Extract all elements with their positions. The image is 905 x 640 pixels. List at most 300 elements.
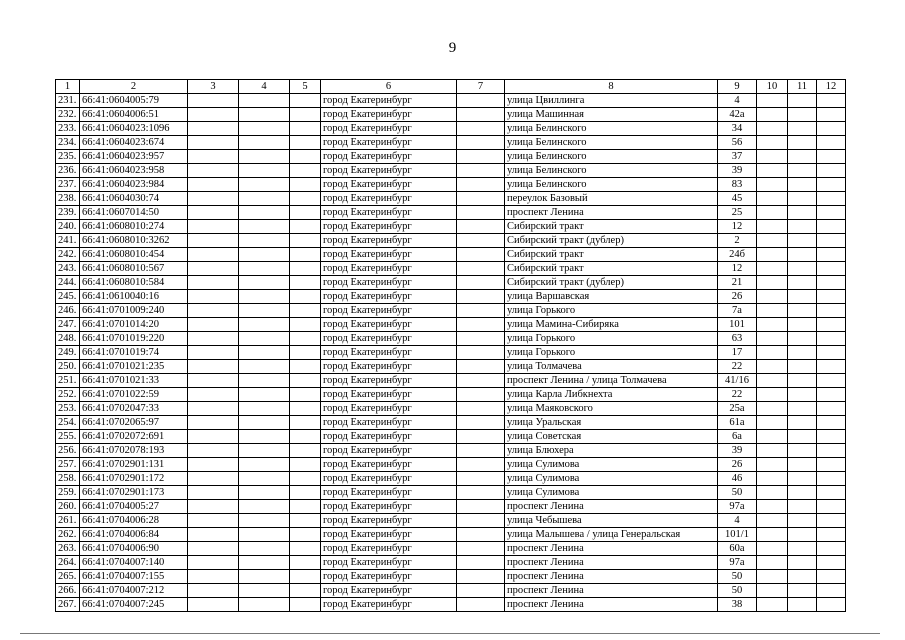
empty-cell xyxy=(757,514,788,528)
house-number-cell: 2 xyxy=(718,234,757,248)
empty-cell xyxy=(239,374,290,388)
empty-cell xyxy=(457,206,505,220)
table-row xyxy=(56,416,846,430)
empty-cell xyxy=(290,150,321,164)
table-row xyxy=(56,136,846,150)
empty-cell xyxy=(757,304,788,318)
empty-cell xyxy=(457,556,505,570)
empty-cell xyxy=(817,122,846,136)
empty-cell xyxy=(757,402,788,416)
empty-cell xyxy=(290,108,321,122)
empty-cell xyxy=(817,262,846,276)
city-cell: город Екатеринбург xyxy=(321,472,457,486)
empty-cell xyxy=(757,360,788,374)
empty-cell xyxy=(457,248,505,262)
house-number-cell: 50 xyxy=(718,584,757,598)
city-cell: город Екатеринбург xyxy=(321,136,457,150)
cadastral-number-cell: 66:41:0701022:59 xyxy=(80,388,188,402)
row-number-cell: 256. xyxy=(56,444,80,458)
city-cell: город Екатеринбург xyxy=(321,248,457,262)
row-number-cell: 241. xyxy=(56,234,80,248)
empty-cell xyxy=(757,570,788,584)
city-cell: город Екатеринбург xyxy=(321,122,457,136)
empty-cell xyxy=(457,542,505,556)
cadastral-number-cell: 66:41:0608010:3262 xyxy=(80,234,188,248)
empty-cell xyxy=(457,192,505,206)
empty-cell xyxy=(788,94,817,108)
empty-cell xyxy=(457,486,505,500)
empty-cell xyxy=(817,598,846,612)
empty-cell xyxy=(239,304,290,318)
empty-cell xyxy=(457,472,505,486)
empty-cell xyxy=(188,220,239,234)
street-cell: улица Уральская xyxy=(505,416,718,430)
empty-cell xyxy=(817,374,846,388)
city-cell: город Екатеринбург xyxy=(321,416,457,430)
empty-cell xyxy=(188,234,239,248)
empty-cell xyxy=(788,528,817,542)
empty-cell xyxy=(817,164,846,178)
column-header: 8 xyxy=(505,80,718,94)
empty-cell xyxy=(817,332,846,346)
empty-cell xyxy=(757,276,788,290)
street-cell: проспект Ленина xyxy=(505,206,718,220)
table-row xyxy=(56,570,846,584)
house-number-cell: 83 xyxy=(718,178,757,192)
house-number-cell: 25а xyxy=(718,402,757,416)
empty-cell xyxy=(188,248,239,262)
city-cell: город Екатеринбург xyxy=(321,528,457,542)
cadastral-number-cell: 66:41:0702078:193 xyxy=(80,444,188,458)
empty-cell xyxy=(788,164,817,178)
table-row xyxy=(56,122,846,136)
empty-cell xyxy=(457,500,505,514)
cadastral-number-cell: 66:41:0704007:212 xyxy=(80,584,188,598)
row-number-cell: 258. xyxy=(56,472,80,486)
cadastral-number-cell: 66:41:0608010:274 xyxy=(80,220,188,234)
street-cell: улица Блюхера xyxy=(505,444,718,458)
row-number-cell: 253. xyxy=(56,402,80,416)
street-cell: проспект Ленина xyxy=(505,500,718,514)
empty-cell xyxy=(188,164,239,178)
table-row xyxy=(56,458,846,472)
street-cell: проспект Ленина xyxy=(505,598,718,612)
empty-cell xyxy=(817,178,846,192)
street-cell: проспект Ленина xyxy=(505,556,718,570)
street-cell: проспект Ленина xyxy=(505,542,718,556)
empty-cell xyxy=(457,234,505,248)
row-number-cell: 265. xyxy=(56,570,80,584)
empty-cell xyxy=(188,318,239,332)
empty-cell xyxy=(757,332,788,346)
empty-cell xyxy=(457,416,505,430)
empty-cell xyxy=(290,570,321,584)
empty-cell xyxy=(239,514,290,528)
empty-cell xyxy=(239,178,290,192)
table-row xyxy=(56,220,846,234)
street-cell: улица Белинского xyxy=(505,164,718,178)
empty-cell xyxy=(290,584,321,598)
house-number-cell: 97а xyxy=(718,556,757,570)
empty-cell xyxy=(457,584,505,598)
empty-cell xyxy=(788,556,817,570)
column-header: 12 xyxy=(817,80,846,94)
house-number-cell: 97а xyxy=(718,500,757,514)
empty-cell xyxy=(457,122,505,136)
registry-body xyxy=(56,94,846,612)
house-number-cell: 101 xyxy=(718,318,757,332)
empty-cell xyxy=(788,262,817,276)
empty-cell xyxy=(457,304,505,318)
table-row xyxy=(56,388,846,402)
cadastral-number-cell: 66:41:0702047:33 xyxy=(80,402,188,416)
page-bottom-border xyxy=(20,633,880,634)
empty-cell xyxy=(188,374,239,388)
empty-cell xyxy=(188,304,239,318)
empty-cell xyxy=(290,276,321,290)
empty-cell xyxy=(817,346,846,360)
empty-cell xyxy=(188,458,239,472)
cadastral-number-cell: 66:41:0604005:79 xyxy=(80,94,188,108)
empty-cell xyxy=(188,570,239,584)
cadastral-number-cell: 66:41:0604006:51 xyxy=(80,108,188,122)
empty-cell xyxy=(290,374,321,388)
empty-cell xyxy=(817,500,846,514)
empty-cell xyxy=(788,178,817,192)
row-number-cell: 233. xyxy=(56,122,80,136)
empty-cell xyxy=(457,458,505,472)
empty-cell xyxy=(757,584,788,598)
empty-cell xyxy=(757,192,788,206)
empty-cell xyxy=(788,402,817,416)
empty-cell xyxy=(817,458,846,472)
street-cell: улица Сулимова xyxy=(505,458,718,472)
table-row xyxy=(56,332,846,346)
empty-cell xyxy=(290,542,321,556)
table-row xyxy=(56,598,846,612)
empty-cell xyxy=(188,150,239,164)
house-number-cell: 22 xyxy=(718,388,757,402)
column-header: 9 xyxy=(718,80,757,94)
city-cell: город Екатеринбург xyxy=(321,318,457,332)
empty-cell xyxy=(757,122,788,136)
row-number-cell: 252. xyxy=(56,388,80,402)
street-cell: улица Белинского xyxy=(505,136,718,150)
house-number-cell: 39 xyxy=(718,164,757,178)
city-cell: город Екатеринбург xyxy=(321,164,457,178)
street-cell: улица Чебышева xyxy=(505,514,718,528)
cadastral-number-cell: 66:41:0604023:1096 xyxy=(80,122,188,136)
street-cell: Сибирский тракт (дублер) xyxy=(505,276,718,290)
street-cell: улица Малышева / улица Генеральская xyxy=(505,528,718,542)
empty-cell xyxy=(817,108,846,122)
empty-cell xyxy=(817,290,846,304)
empty-cell xyxy=(457,108,505,122)
house-number-cell: 37 xyxy=(718,150,757,164)
empty-cell xyxy=(788,416,817,430)
empty-cell xyxy=(788,206,817,220)
empty-cell xyxy=(457,136,505,150)
empty-cell xyxy=(788,192,817,206)
city-cell: город Екатеринбург xyxy=(321,598,457,612)
house-number-cell: 21 xyxy=(718,276,757,290)
empty-cell xyxy=(757,444,788,458)
column-header: 6 xyxy=(321,80,457,94)
empty-cell xyxy=(239,542,290,556)
empty-cell xyxy=(817,388,846,402)
street-cell: улица Белинского xyxy=(505,150,718,164)
empty-cell xyxy=(788,276,817,290)
empty-cell xyxy=(457,178,505,192)
city-cell: город Екатеринбург xyxy=(321,500,457,514)
empty-cell xyxy=(457,444,505,458)
empty-cell xyxy=(757,388,788,402)
column-header: 11 xyxy=(788,80,817,94)
table-row xyxy=(56,514,846,528)
street-cell: переулок Базовый xyxy=(505,192,718,206)
empty-cell xyxy=(239,402,290,416)
street-cell: улица Толмачева xyxy=(505,360,718,374)
cadastral-number-cell: 66:41:0701009:240 xyxy=(80,304,188,318)
empty-cell xyxy=(457,164,505,178)
row-number-cell: 245. xyxy=(56,290,80,304)
street-cell: Сибирский тракт xyxy=(505,248,718,262)
empty-cell xyxy=(239,206,290,220)
empty-cell xyxy=(239,192,290,206)
city-cell: город Екатеринбург xyxy=(321,178,457,192)
row-number-cell: 247. xyxy=(56,318,80,332)
row-number-cell: 249. xyxy=(56,346,80,360)
row-number-cell: 261. xyxy=(56,514,80,528)
row-number-cell: 236. xyxy=(56,164,80,178)
empty-cell xyxy=(290,220,321,234)
empty-cell xyxy=(239,598,290,612)
empty-cell xyxy=(457,94,505,108)
cadastral-number-cell: 66:41:0702065:97 xyxy=(80,416,188,430)
table-row xyxy=(56,500,846,514)
empty-cell xyxy=(788,374,817,388)
empty-cell xyxy=(788,318,817,332)
table-row xyxy=(56,360,846,374)
house-number-cell: 101/1 xyxy=(718,528,757,542)
empty-cell xyxy=(457,262,505,276)
empty-cell xyxy=(239,584,290,598)
house-number-cell: 26 xyxy=(718,458,757,472)
empty-cell xyxy=(788,570,817,584)
empty-cell xyxy=(757,234,788,248)
table-row xyxy=(56,178,846,192)
empty-cell xyxy=(757,94,788,108)
cadastral-number-cell: 66:41:0608010:584 xyxy=(80,276,188,290)
row-number-cell: 262. xyxy=(56,528,80,542)
table-row xyxy=(56,584,846,598)
table-row xyxy=(56,444,846,458)
empty-cell xyxy=(290,178,321,192)
house-number-cell: 6а xyxy=(718,430,757,444)
city-cell: город Екатеринбург xyxy=(321,374,457,388)
empty-cell xyxy=(817,234,846,248)
street-cell: улица Цвиллинга xyxy=(505,94,718,108)
house-number-cell: 4 xyxy=(718,94,757,108)
empty-cell xyxy=(290,360,321,374)
city-cell: город Екатеринбург xyxy=(321,570,457,584)
row-number-cell: 234. xyxy=(56,136,80,150)
street-cell: проспект Ленина xyxy=(505,584,718,598)
row-number-cell: 259. xyxy=(56,486,80,500)
empty-cell xyxy=(239,262,290,276)
empty-cell xyxy=(188,472,239,486)
cadastral-number-cell: 66:41:0704007:155 xyxy=(80,570,188,584)
street-cell: улица Сулимова xyxy=(505,486,718,500)
empty-cell xyxy=(757,500,788,514)
empty-cell xyxy=(757,178,788,192)
empty-cell xyxy=(239,318,290,332)
empty-cell xyxy=(290,248,321,262)
column-header: 7 xyxy=(457,80,505,94)
city-cell: город Екатеринбург xyxy=(321,388,457,402)
cadastral-number-cell: 66:41:0608010:454 xyxy=(80,248,188,262)
cadastral-number-cell: 66:41:0608010:567 xyxy=(80,262,188,276)
empty-cell xyxy=(290,598,321,612)
cadastral-number-cell: 66:41:0704005:27 xyxy=(80,500,188,514)
empty-cell xyxy=(817,192,846,206)
empty-cell xyxy=(188,192,239,206)
empty-cell xyxy=(188,500,239,514)
empty-cell xyxy=(188,206,239,220)
empty-cell xyxy=(817,360,846,374)
row-number-cell: 243. xyxy=(56,262,80,276)
empty-cell xyxy=(788,458,817,472)
empty-cell xyxy=(290,234,321,248)
empty-cell xyxy=(290,472,321,486)
empty-cell xyxy=(290,388,321,402)
empty-cell xyxy=(757,206,788,220)
street-cell: улица Советская xyxy=(505,430,718,444)
empty-cell xyxy=(290,164,321,178)
city-cell: город Екатеринбург xyxy=(321,556,457,570)
table-row xyxy=(56,486,846,500)
empty-cell xyxy=(239,444,290,458)
empty-cell xyxy=(290,290,321,304)
house-number-cell: 25 xyxy=(718,206,757,220)
row-number-cell: 260. xyxy=(56,500,80,514)
empty-cell xyxy=(817,542,846,556)
empty-cell xyxy=(757,430,788,444)
street-cell: улица Сулимова xyxy=(505,472,718,486)
row-number-cell: 235. xyxy=(56,150,80,164)
city-cell: город Екатеринбург xyxy=(321,514,457,528)
empty-cell xyxy=(788,122,817,136)
table-row xyxy=(56,472,846,486)
city-cell: город Екатеринбург xyxy=(321,430,457,444)
cadastral-number-cell: 66:41:0604030:74 xyxy=(80,192,188,206)
row-number-cell: 263. xyxy=(56,542,80,556)
cadastral-number-cell: 66:41:0604023:984 xyxy=(80,178,188,192)
cadastral-number-cell: 66:41:0702072:691 xyxy=(80,430,188,444)
empty-cell xyxy=(188,444,239,458)
empty-cell xyxy=(239,122,290,136)
empty-cell xyxy=(239,234,290,248)
empty-cell xyxy=(457,290,505,304)
page-number: 9 xyxy=(448,40,457,56)
empty-cell xyxy=(457,318,505,332)
city-cell: город Екатеринбург xyxy=(321,192,457,206)
empty-cell xyxy=(788,472,817,486)
house-number-cell: 22 xyxy=(718,360,757,374)
empty-cell xyxy=(817,444,846,458)
row-number-cell: 248. xyxy=(56,332,80,346)
table-row xyxy=(56,206,846,220)
cadastral-number-cell: 66:41:0704006:28 xyxy=(80,514,188,528)
empty-cell xyxy=(290,262,321,276)
cadastral-number-cell: 66:41:0701014:20 xyxy=(80,318,188,332)
empty-cell xyxy=(757,290,788,304)
empty-cell xyxy=(817,472,846,486)
city-cell: город Екатеринбург xyxy=(321,150,457,164)
empty-cell xyxy=(788,584,817,598)
row-number-cell: 244. xyxy=(56,276,80,290)
row-number-cell: 264. xyxy=(56,556,80,570)
empty-cell xyxy=(817,486,846,500)
empty-cell xyxy=(788,598,817,612)
empty-cell xyxy=(188,178,239,192)
empty-cell xyxy=(239,164,290,178)
house-number-cell: 60а xyxy=(718,542,757,556)
empty-cell xyxy=(290,486,321,500)
empty-cell xyxy=(457,332,505,346)
row-number-cell: 267. xyxy=(56,598,80,612)
registry-table xyxy=(55,79,846,612)
empty-cell xyxy=(817,430,846,444)
empty-cell xyxy=(788,304,817,318)
empty-cell xyxy=(188,528,239,542)
empty-cell xyxy=(239,570,290,584)
street-cell: улица Мамина-Сибиряка xyxy=(505,318,718,332)
house-number-cell: 34 xyxy=(718,122,757,136)
empty-cell xyxy=(457,528,505,542)
empty-cell xyxy=(757,318,788,332)
empty-cell xyxy=(290,528,321,542)
city-cell: город Екатеринбург xyxy=(321,458,457,472)
header-row xyxy=(56,80,846,94)
cadastral-number-cell: 66:41:0604023:957 xyxy=(80,150,188,164)
table-row xyxy=(56,318,846,332)
empty-cell xyxy=(757,150,788,164)
empty-cell xyxy=(757,598,788,612)
empty-cell xyxy=(757,416,788,430)
city-cell: город Екатеринбург xyxy=(321,290,457,304)
empty-cell xyxy=(239,94,290,108)
empty-cell xyxy=(239,346,290,360)
empty-cell xyxy=(239,472,290,486)
empty-cell xyxy=(788,346,817,360)
empty-cell xyxy=(757,248,788,262)
empty-cell xyxy=(239,416,290,430)
city-cell: город Екатеринбург xyxy=(321,304,457,318)
empty-cell xyxy=(239,150,290,164)
city-cell: город Екатеринбург xyxy=(321,360,457,374)
house-number-cell: 56 xyxy=(718,136,757,150)
empty-cell xyxy=(239,248,290,262)
row-number-cell: 237. xyxy=(56,178,80,192)
empty-cell xyxy=(457,598,505,612)
city-cell: город Екатеринбург xyxy=(321,402,457,416)
cadastral-number-cell: 66:41:0701019:220 xyxy=(80,332,188,346)
empty-cell xyxy=(788,248,817,262)
table-row xyxy=(56,346,846,360)
empty-cell xyxy=(290,556,321,570)
empty-cell xyxy=(290,136,321,150)
